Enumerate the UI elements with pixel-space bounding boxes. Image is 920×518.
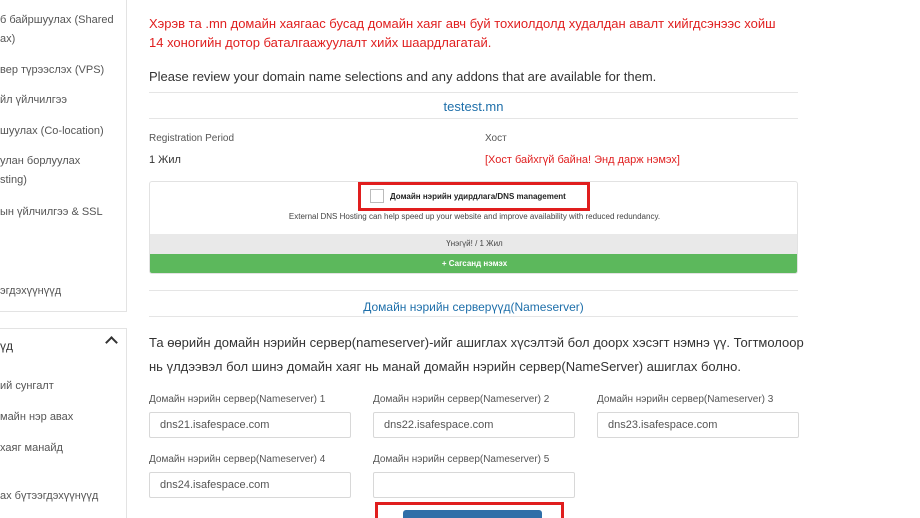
addon-description: External DNS Hosting can help speed up your website and improve availability with reduced redundancy. [288,212,661,221]
divider [149,316,798,317]
host-label: Хост [485,133,507,144]
nameserver-5-input[interactable] [373,472,575,498]
divider [149,92,798,93]
sidebar-item-reseller[interactable]: улан борлуулах [0,155,81,167]
divider [149,118,798,119]
addon-price: Үнэгүй! / 1 Жил [150,234,798,254]
chevron-up-icon[interactable] [105,336,118,349]
sidebar-item-reseller-cont[interactable]: sting) [0,174,27,186]
review-text: Please review your domain name selections and any addons that are available for them. [149,69,657,84]
sidebar-item-colocation[interactable]: шуулах (Co-location) [0,125,104,137]
sidebar [0,0,127,518]
sidebar-item-other-products[interactable]: ах бүтээгдэхүүнүүд [0,490,99,502]
sidebar-item-renewal[interactable]: ий сунгалт [0,380,54,392]
sidebar-item-shared-hosting[interactable]: б байршуулах (Shared [0,14,114,26]
addon-title: Домайн нэрийн удирдлага/DNS management [390,192,566,201]
nameserver-1-label: Домайн нэрийн сервер(Nameserver) 1 [149,394,326,405]
warning-message: Хэрэв та .mn домайн хаягаас бусад домайн хаяг авч буй тохиолдолд худалдан авалт хийгдсэнээс хойш 14 хоногийн дотор баталгаажуулалт хийх шаардлагатай. [149,16,776,50]
sidebar-item-transfer-domain[interactable]: хаяг манайд [0,442,63,454]
registration-period-value: 1 Жил [149,154,181,166]
nameserver-4-label: Домайн нэрийн сервер(Nameserver) 4 [149,454,326,465]
nameservers-title: Домайн нэрийн серверүүд(Nameserver) [363,300,584,314]
nameserver-3-label: Домайн нэрийн сервер(Nameserver) 3 [597,394,774,405]
sidebar-item-products[interactable]: эгдэхүүнүүд [0,285,62,297]
sidebar-item-shared-hosting-cont[interactable]: ax) [0,33,16,45]
nameserver-2-label: Домайн нэрийн сервер(Nameserver) 2 [373,394,550,405]
add-to-cart-button[interactable]: + Сагсанд нэмэх [150,254,798,274]
dns-checkbox-highlight [358,182,590,211]
sidebar-section-header[interactable]: үд [0,339,14,353]
continue-button-highlight [375,502,564,518]
divider [149,290,798,291]
nameserver-2-input[interactable] [373,412,575,438]
nameservers-description: Та өөрийн домайн нэрийн сервер(nameserver)-ийг ашиглах хүсэлтэй бол доорх хэсэгт нэмнэ үү. Тогтмолоор нь үлдээвэл бол шинэ домайн хаяг нь манай домайн нэрийн сервер(NameServer) ашиглах болно. [149,335,804,374]
nameserver-3-input[interactable] [597,412,799,438]
domain-name-title: testest.mn [443,99,504,114]
add-host-link[interactable]: [Хост байхгүй байна! Энд дарж нэмэх] [485,154,680,166]
sidebar-item-ssl[interactable]: ын үйлчилгээ & SSL [0,206,103,218]
sidebar-item-vps[interactable]: вер түрээслэх (VPS) [0,64,105,76]
nameserver-1-input[interactable] [149,412,351,438]
registration-period-label: Registration Period [149,133,235,144]
sidebar-item-mail-service[interactable]: йл үйлчилгээ [0,94,67,106]
sidebar-panel-domains [0,328,127,518]
sidebar-item-register-domain[interactable]: майн нэр авах [0,411,74,423]
nameserver-5-label: Домайн нэрийн сервер(Nameserver) 5 [373,454,550,465]
nameserver-4-input[interactable] [149,472,351,498]
sidebar-panel-products [0,0,127,312]
